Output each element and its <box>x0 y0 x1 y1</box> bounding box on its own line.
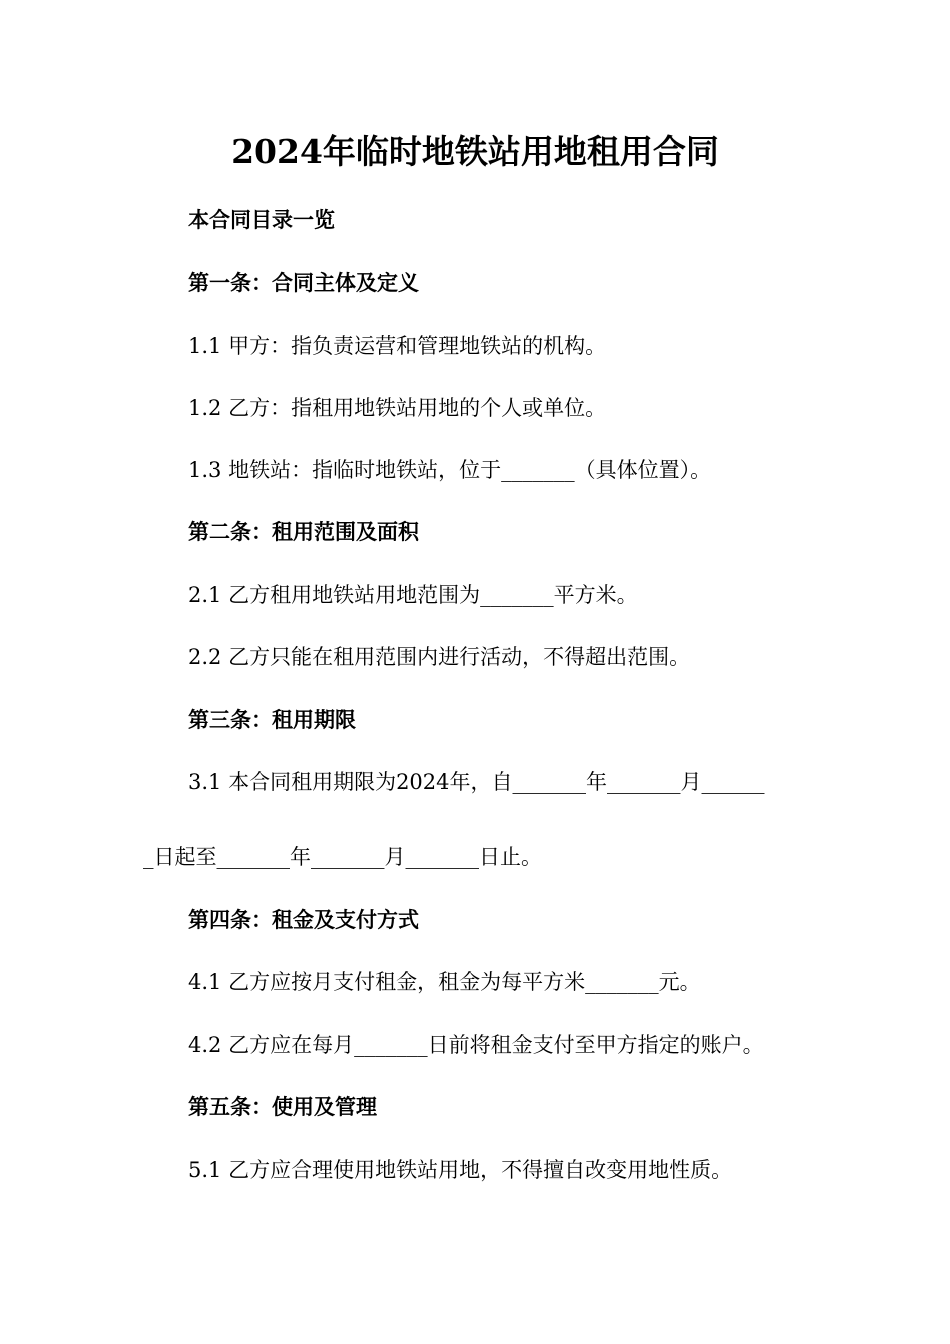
article-2-heading: 第二条：租用范围及面积 <box>188 519 419 544</box>
article-4-heading: 第四条：租金及支付方式 <box>188 907 419 932</box>
clause-4-2: 4.2 乙方应在每月_______日前将租金支付至甲方指定的账户。 <box>188 1033 764 1057</box>
clause-3-1: 3.1 本合同租用期限为2024年，自_______年_______月______ <box>188 770 765 794</box>
clause-1-2: 1.2 乙方：指租用地铁站用地的个人或单位。 <box>188 396 607 420</box>
article-5-heading: 第五条：使用及管理 <box>188 1094 377 1119</box>
clause-1-1: 1.1 甲方：指负责运营和管理地铁站的机构。 <box>188 334 607 358</box>
toc-heading: 本合同目录一览 <box>188 207 335 232</box>
article-3-heading: 第三条：租用期限 <box>188 707 356 732</box>
clause-5-1: 5.1 乙方应合理使用地铁站用地，不得擅自改变用地性质。 <box>188 1158 733 1182</box>
clause-3-1-continued: _日起至_______年_______月_______日止。 <box>143 845 542 869</box>
clause-2-1: 2.1 乙方租用地铁站用地范围为_______平方米。 <box>188 583 638 607</box>
clause-2-2: 2.2 乙方只能在租用范围内进行活动，不得超出范围。 <box>188 645 691 669</box>
clause-1-3: 1.3 地铁站：指临时地铁站，位于_______（具体位置）。 <box>188 458 712 482</box>
clause-4-1: 4.1 乙方应按月支付租金，租金为每平方米_______元。 <box>188 970 701 994</box>
article-1-heading: 第一条：合同主体及定义 <box>188 270 419 295</box>
document-title: 2024年临时地铁站用地租用合同 <box>231 132 719 171</box>
